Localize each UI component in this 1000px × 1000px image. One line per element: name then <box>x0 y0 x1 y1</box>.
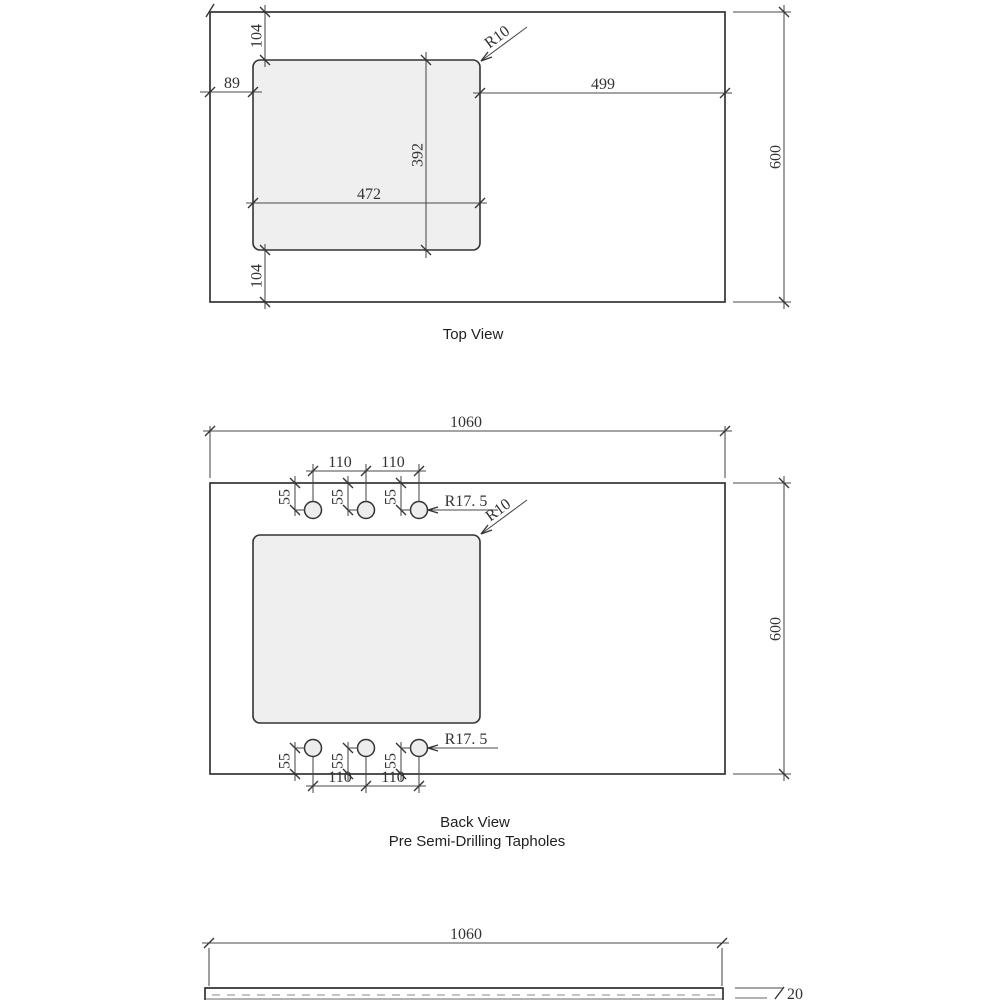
sink-cutout-back <box>253 535 480 723</box>
radius-callout-r17-bottom <box>428 731 498 751</box>
taphole-top-2 <box>358 502 375 519</box>
taphole-top-3 <box>411 502 428 519</box>
dim-text-110-bottom-right: 110 <box>381 769 405 786</box>
taphole-bottom-1 <box>305 740 322 757</box>
dim-text-20: 20 <box>787 986 803 1000</box>
back-view <box>203 414 791 850</box>
dimension-total-depth-top-view <box>733 5 791 309</box>
radius-callout-r10-back-view <box>481 496 527 534</box>
top-view <box>200 4 791 343</box>
dim-text-r17-top: R17. 5 <box>444 493 488 510</box>
dimension-taphole-offset-top <box>277 476 411 516</box>
taphole-top-1 <box>305 502 322 519</box>
dim-text-110-top-left: 110 <box>328 454 352 471</box>
dim-text-55-bottom-1: 55 <box>276 753 294 769</box>
dim-text-600-top-view: 600 <box>767 145 785 169</box>
dim-text-104-top: 104 <box>248 24 266 48</box>
dim-text-472: 472 <box>357 186 381 203</box>
dim-text-r17-bottom: R17. 5 <box>444 731 488 748</box>
dimension-total-depth-back-view <box>733 476 791 781</box>
dim-text-110-top-right: 110 <box>381 454 405 471</box>
sink-cutout-top <box>253 60 480 250</box>
radius-callout-r10-top-view <box>481 23 527 61</box>
dimension-taphole-spacing-top <box>306 454 426 502</box>
dim-text-110-bottom-left: 110 <box>328 769 352 786</box>
dim-text-392: 392 <box>409 143 427 167</box>
dim-text-104-bottom: 104 <box>248 264 266 288</box>
dimension-right-offset <box>473 76 732 98</box>
dim-text-55-top-3: 55 <box>382 489 400 505</box>
dim-text-r10-back-view: R10 <box>482 495 515 526</box>
dimension-thickness <box>735 986 803 1000</box>
dim-text-r10-top-view: R10 <box>481 22 514 53</box>
dim-text-600-back-view: 600 <box>767 617 785 641</box>
dim-text-55-top-1: 55 <box>276 489 294 505</box>
dimension-total-width-side-view <box>202 926 729 986</box>
dim-text-89: 89 <box>224 75 240 92</box>
dim-text-1060-back-view: 1060 <box>450 414 482 431</box>
dimension-bottom-offset <box>249 244 270 309</box>
back-view-label: Back View <box>440 814 510 831</box>
dim-text-499: 499 <box>591 76 615 93</box>
dim-text-55-bottom-2: 55 <box>329 753 347 769</box>
slab-profile <box>205 988 723 1000</box>
top-view-label: Top View <box>442 326 504 343</box>
taphole-bottom-3 <box>411 740 428 757</box>
side-view <box>202 926 803 1000</box>
dimension-top-offset <box>249 5 270 67</box>
back-view-sublabel: Pre Semi-Drilling Tapholes <box>388 833 566 850</box>
dimension-taphole-spacing-bottom <box>306 757 426 793</box>
dim-text-1060-side-view: 1060 <box>450 926 482 943</box>
dim-text-55-top-2: 55 <box>329 489 347 505</box>
dimension-total-width-back-view <box>203 414 732 478</box>
taphole-bottom-2 <box>358 740 375 757</box>
dim-text-55-bottom-3: 55 <box>382 753 400 769</box>
